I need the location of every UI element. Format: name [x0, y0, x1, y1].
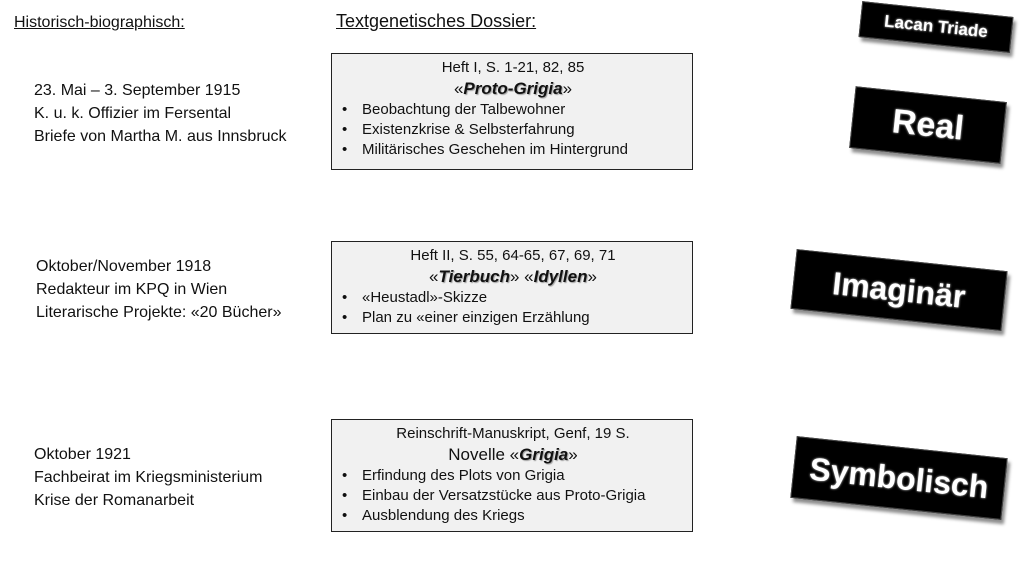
lacan-symbolisch-tag: Symbolisch — [790, 436, 1007, 520]
dossier-box-tierbuch-idyllen — [331, 241, 693, 334]
bio-line: Fachbeirat im Kriegsministerium — [34, 469, 263, 486]
list-item: • Existenzkrise & Selbsterfahrung — [340, 120, 686, 140]
bio-line: Oktober 1921 — [34, 446, 131, 463]
list-item: • «Heustadl»-Skizze — [340, 288, 686, 308]
bio-line: Literarische Projekte: «20 Bücher» — [36, 304, 282, 321]
dossier-source: Heft I, S. 1-21, 82, 85 — [441, 59, 585, 76]
list-item: • Militärisches Geschehen im Hintergrund — [340, 140, 686, 160]
list-item: • Ausblendung des Kriegs — [340, 506, 686, 526]
title-work: Idyllen — [533, 267, 588, 286]
title-work: Grigia — [519, 445, 569, 464]
title-text: « — [429, 267, 439, 286]
title-text: Novelle « — [448, 445, 520, 464]
lacan-triade-tag: Lacan Triade — [859, 1, 1014, 53]
list-item: • Erfindung des Plots von Grigia — [340, 466, 686, 486]
title-work: Proto-Grigia — [463, 79, 563, 98]
lacan-real-tag: Real — [849, 86, 1007, 164]
header-historical: Historisch-biographisch: — [14, 14, 185, 31]
list-item: • Einbau der Versatzstücke aus Proto-Grigia — [340, 486, 686, 506]
list-item: • Plan zu «einer einzigen Erzählung — [340, 308, 686, 328]
bio-block-1921 — [34, 443, 263, 512]
title-text: « — [453, 79, 464, 98]
dossier-box-grigia — [331, 419, 693, 532]
dossier-bullets — [340, 100, 686, 160]
dossier-bullets — [340, 466, 686, 526]
dossier-title — [340, 266, 686, 288]
title-work: Tierbuch — [438, 267, 510, 286]
title-text: » — [587, 267, 597, 286]
bio-line: Redakteur im KPQ in Wien — [36, 281, 228, 298]
dossier-box-proto-grigia — [331, 53, 693, 170]
bio-line: Briefe von Martha M. aus Innsbruck — [34, 128, 287, 145]
bio-line: Krise der Romanarbeit — [34, 492, 195, 509]
dossier-bullets — [340, 288, 686, 328]
lacan-imaginaer-tag: Imaginär — [790, 249, 1007, 331]
bio-line: Oktober/November 1918 — [36, 258, 212, 275]
dossier-source: Heft II, S. 55, 64-65, 67, 69, 71 — [410, 247, 616, 264]
title-text: » — [562, 79, 573, 98]
bio-block-1915 — [34, 79, 287, 148]
dossier-source: Reinschrift-Manuskript, Genf, 19 S. — [396, 425, 630, 442]
dossier-title — [340, 444, 686, 466]
list-item: • Beobachtung der Talbewohner — [340, 100, 686, 120]
bio-line: K. u. k. Offizier im Fersental — [34, 105, 232, 122]
title-text: » « — [509, 267, 534, 286]
bio-line: 23. Mai – 3. September 1915 — [34, 82, 241, 99]
header-dossier: Textgenetisches Dossier: — [336, 11, 537, 31]
title-text: » — [568, 445, 578, 464]
bio-block-1918 — [36, 255, 281, 324]
dossier-title — [340, 78, 686, 100]
